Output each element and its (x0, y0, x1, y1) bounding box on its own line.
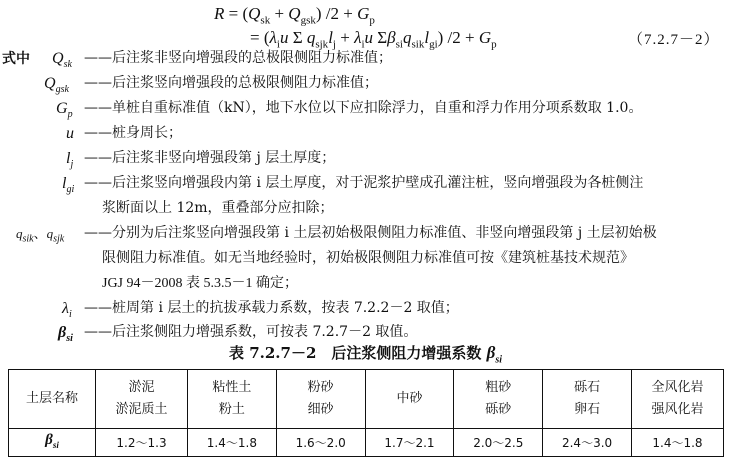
definition-text-continuation: 浆断面以上 12m，重叠部分应扣除； (102, 200, 334, 216)
definition-text: ——桩周第 i 层土的抗拔承载力系数，按表 7.2.2－2 取值； (84, 300, 459, 316)
header-line-1: 全风化岩 (651, 380, 704, 395)
definition-text: ——后注浆非竖向增强段的总极限侧阻力标准值； (84, 50, 392, 66)
definition-text: ——单桩自重标准值（kN），地下水位以下应扣除浮力，自重和浮力作用分项系数取 1.0。 (84, 100, 643, 116)
symbol-u: u (66, 125, 74, 142)
table-cell: 1.2～1.3 (96, 429, 188, 457)
table-header-cell (631, 370, 723, 429)
table-header-cell (454, 370, 543, 429)
header-line-1: 砾石 (574, 380, 601, 395)
table-header-row (9, 370, 724, 429)
table-cell: 2.0～2.5 (454, 429, 543, 457)
header-line-1: 中砂 (396, 391, 423, 406)
definition-text: ——后注浆非竖向增强段第 j 层土厚度； (84, 150, 336, 166)
header-line-2: 卵石 (574, 402, 601, 417)
table-header-cell (543, 370, 632, 429)
symbol-l-gi: $l_{gi}$ (62, 175, 75, 196)
table-cell: 2.4～3.0 (543, 429, 632, 457)
enhancement-coefficient-table (8, 369, 724, 457)
header-line-2: 细砂 (307, 402, 334, 417)
header-line-2: 强风化岩 (651, 402, 704, 417)
definition-text-continuation: 限侧阻力标准值。如无当地经验时，初始极限侧阻力标准值可按《建筑桩基技术规范》 (102, 250, 634, 266)
symbol-lambda-i: $\lambda_i$ (62, 300, 72, 321)
symbol-q-sik-q-sjk: $q_{sik}$、$q_{sjk}$ (16, 226, 65, 245)
header-line-1: 粘性土 (212, 380, 252, 395)
table-header-label: 土层名称 (9, 370, 96, 429)
symbol-q-gsk: $Q_{gsk}$ (44, 75, 69, 96)
header-line-1: 粗砂 (485, 380, 512, 395)
table-caption-text: 表 7.2.7－2 后注浆侧阻力增强系数 (228, 344, 482, 362)
symbol-beta-si: $\beta_{si}$ (58, 324, 73, 345)
header-line-1: 淤泥 (128, 380, 155, 395)
table-header-cell (365, 370, 454, 429)
table-cell: 1.4～1.8 (187, 429, 276, 457)
table-row-label: $\beta_{si}$ (9, 429, 96, 457)
header-line-1: 粉砂 (307, 380, 334, 395)
symbol-q-sk: $Q_{sk}$ (52, 50, 72, 71)
table-cell: 1.4～1.8 (631, 429, 723, 457)
header-line-2: 砾砂 (485, 402, 512, 417)
definition-text: ——分别为后注浆竖向增强段第 i 土层初始极限侧阻力标准值、非竖向增强段第 j 土层初始极 (84, 225, 657, 241)
table-cell: 1.7～2.1 (365, 429, 454, 457)
header-line-2: 粉土 (218, 402, 245, 417)
table-caption (0, 342, 731, 365)
definition-text-continuation: JGJ 94－2008 表 5.3.5－1 确定； (102, 276, 299, 291)
definition-text: ——后注浆竖向增强段的总极限侧阻力标准值； (84, 75, 378, 91)
equation-line-2: = ($\lambda_iu$ Σ $q_{sjk}l_j + \lambda_iu$ $\Sigma\beta_{si}q_{sik}l_{gi}$) $/2 + G_p$ (250, 28, 497, 51)
table-caption-symbol: $\beta_{si}$ (486, 343, 503, 366)
symbol-g-p: $G_p$ (56, 100, 73, 121)
definition-text: ——后注浆竖向增强段内第 i 层土厚度，对于泥浆护壁成孔灌注桩，竖向增强段为各桩侧注 (84, 175, 644, 191)
table-cell: 1.6～2.0 (276, 429, 365, 457)
definition-text: ——后注浆侧阻力增强系数，可按表 7.2.7－2 取值。 (84, 324, 418, 340)
header-line-2: 淤泥质土 (115, 402, 168, 417)
equation-line-1: $R = (Q_{sk} + Q_{gsk}) /2 + G_p$ (214, 4, 375, 27)
table-value-row (9, 429, 724, 457)
table-header-cell (187, 370, 276, 429)
definition-text: ——桩身周长； (84, 125, 182, 141)
table-header-cell (96, 370, 188, 429)
table-header-cell (276, 370, 365, 429)
equation-number: （7.2.7－2） (628, 32, 720, 48)
symbol-l-j: $l_j$ (66, 150, 74, 171)
definitions-lead: 式中 (2, 51, 30, 67)
